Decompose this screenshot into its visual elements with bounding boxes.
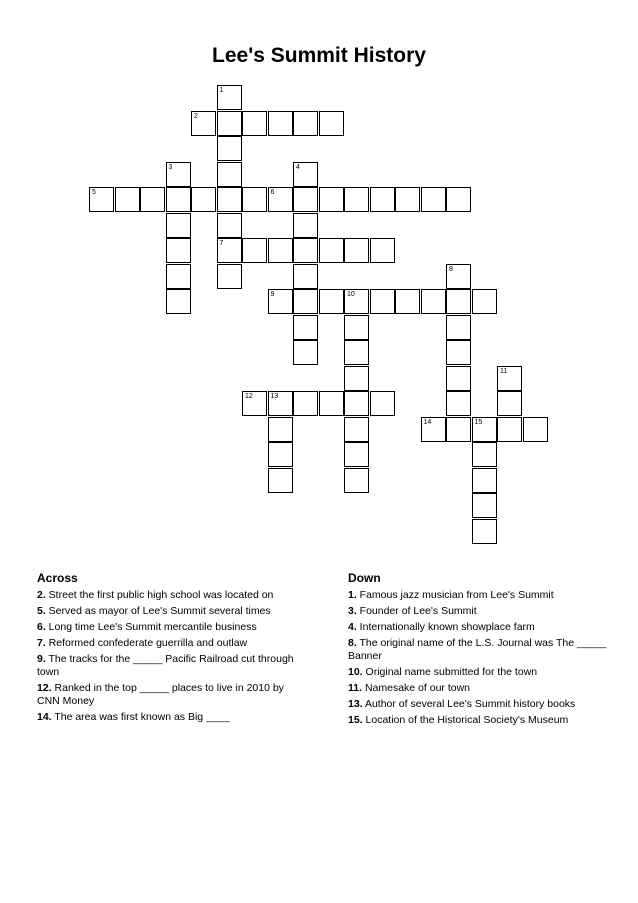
grid-cell[interactable] xyxy=(497,417,522,442)
down-clue xyxy=(348,637,613,663)
clue-number: 9. xyxy=(37,653,46,665)
across-clue-list xyxy=(37,589,302,724)
grid-cell[interactable] xyxy=(217,85,242,110)
grid-cell[interactable] xyxy=(217,187,242,212)
grid-cell[interactable] xyxy=(395,187,420,212)
grid-cell[interactable] xyxy=(293,391,318,416)
grid-cell[interactable] xyxy=(344,238,369,263)
clue-number: 10. xyxy=(348,666,363,678)
clue-number: 5. xyxy=(37,605,46,617)
grid-cell[interactable] xyxy=(217,213,242,238)
across-clue xyxy=(37,637,302,650)
clue-text: The tracks for the _____ Pacific Railroad cut through town xyxy=(37,653,294,678)
cell-number: 11 xyxy=(500,367,508,375)
grid-cell[interactable] xyxy=(268,468,293,493)
grid-cell[interactable] xyxy=(344,442,369,467)
grid-cell[interactable] xyxy=(370,289,395,314)
cell-number: 8 xyxy=(449,265,453,273)
cell-number: 3 xyxy=(168,163,173,171)
grid-cell[interactable] xyxy=(217,264,242,289)
grid-cell[interactable] xyxy=(268,442,293,467)
down-clue xyxy=(348,698,613,711)
grid-cell[interactable] xyxy=(217,238,242,263)
grid-cell[interactable] xyxy=(166,238,191,263)
grid-cell[interactable] xyxy=(217,162,242,187)
down-clue xyxy=(348,682,613,695)
grid-cell[interactable] xyxy=(242,391,267,416)
down-clue xyxy=(348,605,613,618)
clue-number: 15. xyxy=(348,714,363,726)
clue-text: Street the first public high school was located on xyxy=(45,589,274,601)
grid-cell[interactable] xyxy=(446,315,471,340)
grid-cell[interactable] xyxy=(472,442,497,467)
cell-number: 2 xyxy=(194,112,198,120)
down-clue xyxy=(348,621,613,634)
cell-number: 14 xyxy=(423,418,432,426)
grid-cell[interactable] xyxy=(242,111,267,136)
across-clue xyxy=(37,682,302,708)
grid-cell[interactable] xyxy=(166,213,191,238)
grid-cell[interactable] xyxy=(319,111,344,136)
grid-cell[interactable] xyxy=(319,187,344,212)
grid-cell[interactable] xyxy=(370,238,395,263)
grid-cell[interactable] xyxy=(344,391,369,416)
grid-cell[interactable] xyxy=(293,213,318,238)
clue-text: Ranked in the top _____ places to live in 2010 by CNN Money xyxy=(37,682,284,707)
grid-cell[interactable] xyxy=(446,264,471,289)
cell-number: 6 xyxy=(270,189,275,196)
grid-cell[interactable] xyxy=(268,238,293,263)
clue-number: 13. xyxy=(348,698,363,710)
clue-number: 11. xyxy=(348,682,363,694)
across-clue xyxy=(37,589,302,602)
cell-number: 1 xyxy=(219,87,224,94)
grid-cell[interactable] xyxy=(497,391,522,416)
cell-number: 5 xyxy=(92,189,96,196)
grid-cell[interactable] xyxy=(319,391,344,416)
grid-cell[interactable] xyxy=(293,111,318,136)
cell-number: 13 xyxy=(270,393,279,400)
grid-cell[interactable] xyxy=(268,111,293,136)
clue-text: Reformed confederate guerrilla and outlaw xyxy=(45,637,248,649)
clue-text: Served as mayor of Lee's Summit several times xyxy=(45,605,271,617)
grid-cell[interactable] xyxy=(344,417,369,442)
grid-cell[interactable] xyxy=(344,366,369,391)
grid-cell[interactable] xyxy=(242,187,267,212)
clue-number: 2. xyxy=(37,589,46,601)
grid-cell[interactable] xyxy=(217,136,242,161)
clue-number: 8. xyxy=(348,637,357,649)
grid-cell[interactable] xyxy=(344,187,369,212)
grid-cell[interactable] xyxy=(370,187,395,212)
across-clue xyxy=(37,653,302,679)
clue-number: 4. xyxy=(348,621,357,633)
grid-cell[interactable] xyxy=(268,417,293,442)
clue-text: Author of several Lee's Summit history books xyxy=(362,698,576,710)
across-clue xyxy=(37,605,302,618)
clue-text: Famous jazz musician from Lee's Summit xyxy=(356,589,554,601)
clue-text: The area was first known as Big ____ xyxy=(51,711,230,723)
cell-number: 9 xyxy=(270,291,275,298)
cell-number: 15 xyxy=(474,418,483,426)
down-clues xyxy=(348,572,613,730)
grid-cell[interactable] xyxy=(268,187,293,212)
grid-cell[interactable] xyxy=(89,187,114,212)
grid-cell[interactable] xyxy=(217,111,242,136)
across-clue xyxy=(37,621,302,634)
grid-cell[interactable] xyxy=(472,468,497,493)
clue-text: Long time Lee's Summit mercantile business xyxy=(45,621,257,633)
grid-cell[interactable] xyxy=(472,493,497,518)
grid-cell[interactable] xyxy=(446,340,471,365)
across-heading: Across xyxy=(37,571,78,585)
grid-cell[interactable] xyxy=(166,187,191,212)
grid-cell[interactable] xyxy=(242,238,267,263)
grid-cell[interactable] xyxy=(166,289,191,314)
grid-cell[interactable] xyxy=(446,187,471,212)
grid-cell[interactable] xyxy=(421,289,446,314)
grid-cell[interactable] xyxy=(344,340,369,365)
clue-number: 14. xyxy=(37,711,52,723)
clue-text: Original name submitted for the town xyxy=(362,666,538,678)
clue-text: Location of the Historical Society's Museum xyxy=(362,714,569,726)
clue-text: Namesake of our town xyxy=(362,682,470,694)
grid-cell[interactable] xyxy=(293,289,318,314)
clue-number: 12. xyxy=(37,682,52,694)
down-clue xyxy=(348,589,613,602)
grid-cell[interactable] xyxy=(268,391,293,416)
grid-cell[interactable] xyxy=(115,187,140,212)
grid-cell[interactable] xyxy=(268,289,293,314)
grid-cell[interactable] xyxy=(293,315,318,340)
grid-cell[interactable] xyxy=(293,264,318,289)
grid-cell[interactable] xyxy=(421,417,446,442)
grid-cell[interactable] xyxy=(191,187,216,212)
grid-cell[interactable] xyxy=(344,289,369,314)
clue-number: 7. xyxy=(37,637,46,649)
down-clue-list xyxy=(348,589,613,727)
grid-cell[interactable] xyxy=(293,340,318,365)
cell-number: 7 xyxy=(219,240,224,247)
grid-cell[interactable] xyxy=(472,289,497,314)
cell-number: 12 xyxy=(245,393,253,400)
grid-cell[interactable] xyxy=(395,289,420,314)
grid-cell[interactable] xyxy=(472,519,497,544)
grid-cell[interactable] xyxy=(344,468,369,493)
across-clues xyxy=(37,572,302,727)
grid-cell[interactable] xyxy=(446,391,471,416)
grid-cell[interactable] xyxy=(446,417,471,442)
grid-cell[interactable] xyxy=(293,162,318,187)
grid-cell[interactable] xyxy=(293,238,318,263)
grid-cell[interactable] xyxy=(166,264,191,289)
grid-cell[interactable] xyxy=(497,366,522,391)
cell-number: 10 xyxy=(347,291,355,298)
clue-text: Founder of Lee's Summit xyxy=(356,605,477,617)
grid-cell[interactable] xyxy=(344,315,369,340)
clue-number: 6. xyxy=(37,621,46,633)
clue-text: Internationally known showplace farm xyxy=(356,621,535,633)
clue-number: 3. xyxy=(348,605,357,617)
down-clue xyxy=(348,714,613,727)
down-heading: Down xyxy=(348,571,381,585)
down-clue xyxy=(348,666,613,679)
grid-cell[interactable] xyxy=(446,366,471,391)
grid-cell[interactable] xyxy=(421,187,446,212)
grid-cell[interactable] xyxy=(293,187,318,212)
cell-number: 4 xyxy=(296,163,300,171)
grid-cell[interactable] xyxy=(446,289,471,314)
grid-cell[interactable] xyxy=(166,162,191,187)
grid-cell[interactable] xyxy=(319,238,344,263)
grid-cell[interactable] xyxy=(523,417,548,442)
clue-number: 1. xyxy=(348,589,357,601)
puzzle-title: Lee's Summit History xyxy=(212,44,426,67)
clue-text: The original name of the L.S. Journal was The _____ Banner xyxy=(348,637,607,662)
grid-cell[interactable] xyxy=(319,289,344,314)
grid-cell[interactable] xyxy=(370,391,395,416)
grid-cell[interactable] xyxy=(140,187,165,212)
grid-cell[interactable] xyxy=(191,111,216,136)
grid-cell[interactable] xyxy=(472,417,497,442)
across-clue xyxy=(37,711,302,724)
